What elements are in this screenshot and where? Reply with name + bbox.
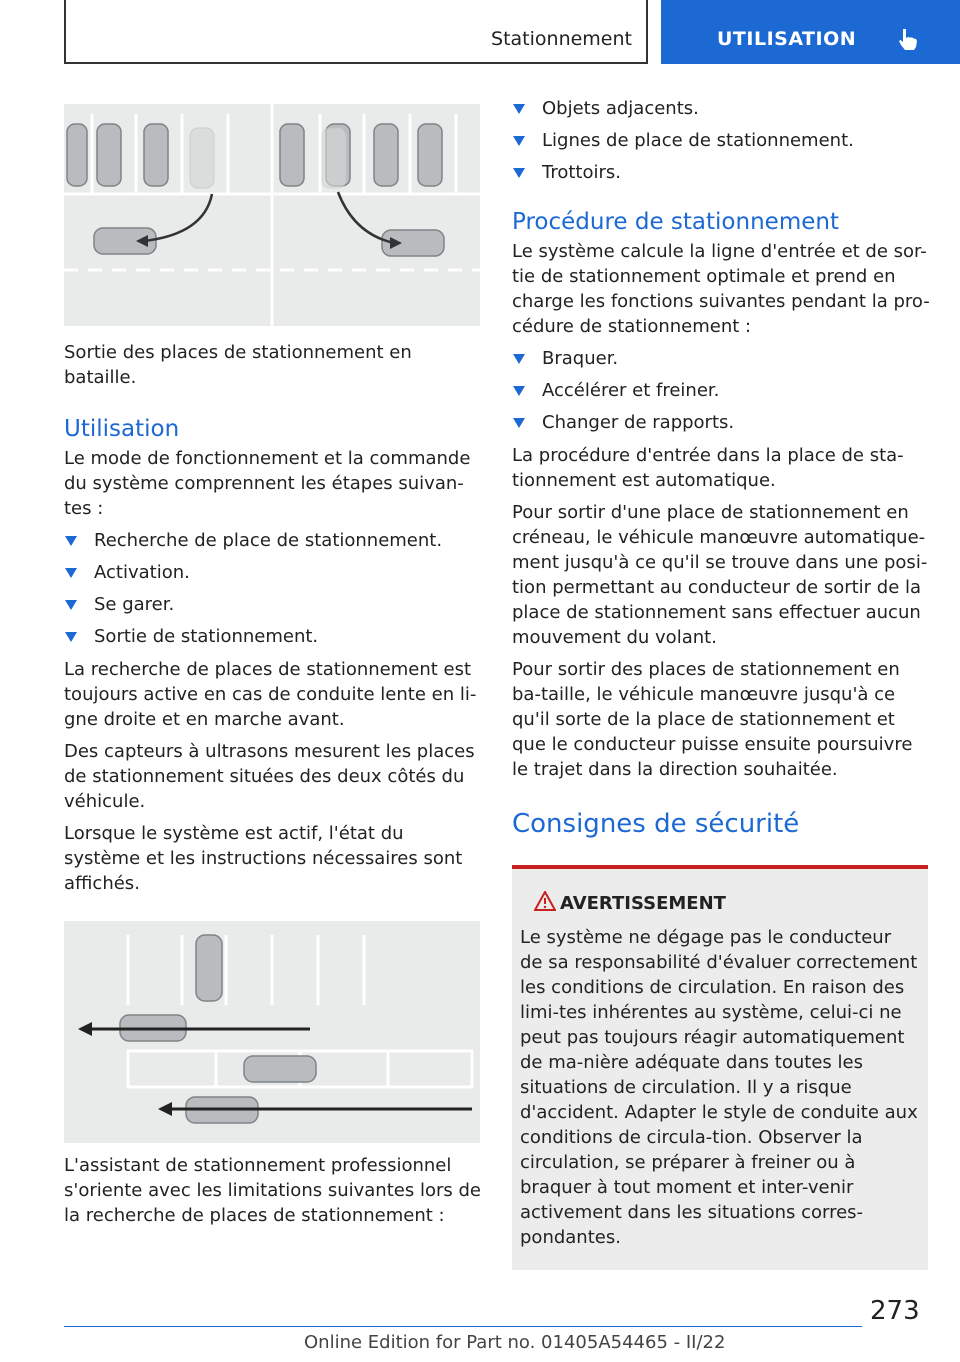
triangle-bullet-icon	[513, 418, 525, 428]
paragraph: Pour sortir des places de stationnement en ba-taille, le véhicule manœuvre jusqu'à ce qu'il sorte de la place de stationnement et que le conducteur puisse ensuite poursuivre le trajet dans la direction souhaitée.	[512, 659, 913, 780]
paragraph: Des capteurs à ultrasons mesurent les places de stationnement situées des deux côtés du véhicule.	[64, 741, 475, 812]
triangle-bullet-icon	[513, 136, 525, 146]
figure-perpendicular-exit	[64, 104, 480, 326]
paragraph: L'assistant de stationnement professionnel s'oriente avec les limitations suivantes lors de la recherche de places de stationnement :	[64, 1155, 481, 1226]
list-item: Lignes de place de stationnement.	[512, 128, 930, 153]
steps-list	[64, 528, 482, 649]
limitations-list	[512, 96, 930, 185]
triangle-bullet-icon	[65, 568, 77, 578]
utilisation-intro: Le mode de fonctionnement et la commande du système comprennent les étapes suivan-tes :	[64, 448, 471, 519]
list-item: Activation.	[64, 560, 482, 585]
triangle-bullet-icon	[65, 536, 77, 546]
triangle-bullet-icon	[65, 632, 77, 642]
warning-header	[520, 891, 918, 917]
figure1-caption: Sortie des places de stationnement en bataille.	[64, 342, 412, 388]
paragraph: Lorsque le système est actif, l'état du système et les instructions nécessaires sont affichés.	[64, 823, 463, 894]
list-item: Trottoirs.	[512, 160, 930, 185]
triangle-bullet-icon	[513, 168, 525, 178]
triangle-bullet-icon	[513, 354, 525, 364]
list-item: Changer de rapports.	[512, 410, 930, 435]
triangle-bullet-icon	[513, 104, 525, 114]
list-item: Braquer.	[512, 346, 930, 371]
left-column	[64, 104, 482, 1228]
heading-procedure: Procédure de stationnement	[512, 209, 839, 235]
paragraph: Pour sortir d'une place de stationnement en créneau, le véhicule manœuvre automatique-ment jusqu'à ce qu'il se trouve dans une posi-tion permettant au conducteur de sortir de la place de stationnement sans effectuer aucun mouvement du volant.	[512, 502, 928, 648]
pointing-hand-icon	[897, 27, 919, 51]
warning-text: Le système ne dégage pas le conducteur de sa responsabilité d'évaluer correctement les conditions de circulation. En raison des limi-tes inhérentes au système, celui-ci ne peut pas toujours réagir automatiquement de ma-nière adéquate dans toutes les situations de circulation. Il y a risque d'accident. Adapter le style de conduite aux conditions de circula-tion. Observer la circulation, se préparer à freiner ou à braquer à tout moment et inter-venir activement dans les situations corres-pondantes.	[520, 927, 918, 1248]
triangle-bullet-icon	[513, 386, 525, 396]
page-number: 273	[870, 1296, 920, 1326]
paragraph: La procédure d'entrée dans la place de sta-tionnement est automatique.	[512, 445, 904, 491]
list-item: Accélérer et freiner.	[512, 378, 930, 403]
list-item: Se garer.	[64, 592, 482, 617]
paragraph: La recherche de places de stationnement est toujours active en cas de conduite lente en li-gne droite et en marche avant.	[64, 659, 477, 730]
figure-parking-search	[64, 921, 480, 1143]
warning-box	[512, 865, 928, 1270]
header-chapter-box	[661, 0, 960, 64]
list-item: Sortie de stationnement.	[64, 624, 482, 649]
procedure-intro: Le système calcule la ligne d'entrée et de sor-tie de stationnement optimale et prend en charge les fonctions suivantes pendant la pro-cédure de stationnement :	[512, 241, 930, 337]
header-section-box	[64, 0, 648, 64]
parking-illustration-2	[64, 921, 480, 1143]
header-chapter-title: UTILISATION	[717, 28, 857, 50]
list-item: Objets adjacents.	[512, 96, 930, 121]
footer-divider	[64, 1326, 862, 1327]
right-column	[512, 96, 930, 1270]
warning-triangle-icon	[534, 891, 556, 911]
triangle-bullet-icon	[65, 600, 77, 610]
heading-safety: Consignes de sécurité	[512, 809, 800, 839]
heading-utilisation: Utilisation	[64, 416, 180, 442]
list-item: Recherche de place de stationnement.	[64, 528, 482, 553]
functions-list	[512, 346, 930, 435]
parking-illustration-1	[64, 104, 480, 326]
footer-edition: Online Edition for Part no. 01405A54465 - II/22	[304, 1332, 726, 1353]
warning-title: AVERTISSEMENT	[560, 893, 726, 914]
header-section-title: Stationnement	[491, 28, 632, 50]
